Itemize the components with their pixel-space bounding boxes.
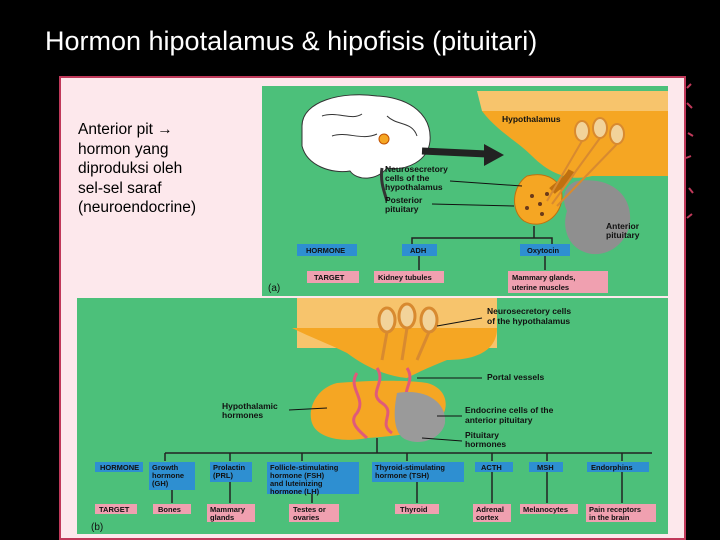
- hormone-gh-2: hormone: [152, 471, 185, 480]
- label-hypo-2: hormones: [222, 410, 264, 420]
- hormone-oxytocin: Oxytocin: [527, 246, 560, 255]
- label-anterior-1: Anterior: [606, 221, 640, 231]
- hormone-tsh-1: Thyroid-stimulating: [375, 463, 445, 472]
- target-header-label: TARGET: [99, 505, 130, 514]
- hormone-header-label: HORMONE: [306, 246, 346, 255]
- hormone-header-label: HORMONE: [100, 463, 140, 472]
- pointer-arrow: [422, 151, 487, 154]
- label-neurosecretory-1: Neurosecretory: [385, 164, 448, 174]
- panel-b-letter: (b): [91, 522, 104, 533]
- target-mammary-2: glands: [210, 513, 235, 522]
- label-hypo-1: Hypothalamic: [222, 401, 278, 411]
- note-line: Anterior pit →: [78, 121, 173, 138]
- target-adrenal-1: Adrenal: [476, 505, 504, 514]
- diagram-panel-b: [77, 298, 668, 534]
- note-line: (neuroendocrine): [78, 199, 197, 216]
- note-line: diproduksi oleh: [78, 160, 183, 177]
- label-neurosecretory-2: cells of the: [385, 173, 430, 183]
- hormone-gh-1: Growth: [152, 463, 179, 472]
- hormone-tsh-2: hormone (TSH): [375, 471, 430, 480]
- target-pain-1: Pain receptors: [589, 505, 642, 514]
- target-mammary-1: Mammary: [210, 505, 246, 514]
- label-endo-2: anterior pituitary: [465, 415, 533, 425]
- slide-title: Hormon hipotalamus & hipofisis (pituitari): [45, 26, 538, 56]
- decorative-side-marks: [683, 78, 705, 238]
- hormone-prl-2: (PRL): [213, 471, 233, 480]
- hormone-msh: MSH: [537, 463, 554, 472]
- hormone-gh-3: (GH): [152, 479, 169, 488]
- label-hypothalamus: Hypothalamus: [502, 114, 561, 124]
- target-gonads-1: Testes or: [293, 505, 326, 514]
- label-posterior-2: pituitary: [385, 204, 419, 214]
- hormone-fsh-1: Follicle-stimulating: [270, 463, 339, 472]
- target-mammary-2: uterine muscles: [512, 283, 570, 292]
- label-neuro-2: of the hypothalamus: [487, 316, 571, 326]
- hormone-prl-1: Prolactin: [213, 463, 246, 472]
- panel-a-letter: (a): [268, 283, 281, 294]
- hormone-endorphins: Endorphins: [591, 463, 633, 472]
- hormone-fsh-2: hormone (FSH): [270, 471, 325, 480]
- label-neuro-1: Neurosecretory cells: [487, 306, 572, 316]
- label-endo-1: Endocrine cells of the: [465, 405, 554, 415]
- target-header-label: TARGET: [314, 273, 345, 282]
- note-text: [78, 120, 196, 218]
- upper-brain-region: [477, 91, 668, 111]
- label-posterior-1: Posterior: [385, 195, 423, 205]
- label-pit-1: Pituitary: [465, 430, 500, 440]
- note-line: sel-sel saraf: [78, 179, 162, 197]
- note-line: hormon yang: [78, 140, 169, 158]
- target-gonads-2: ovaries: [293, 513, 320, 522]
- label-anterior-2: pituitary: [606, 230, 640, 240]
- diagram-panel-a: [262, 86, 668, 296]
- target-mammary-1: Mammary glands,: [512, 273, 576, 282]
- hormone-fsh-4: hormone (LH): [270, 487, 320, 496]
- label-portal: Portal vessels: [487, 372, 545, 382]
- target-thyroid: Thyroid: [400, 505, 428, 514]
- hormone-adh: ADH: [410, 246, 427, 255]
- target-adrenal-2: cortex: [476, 513, 499, 522]
- target-kidney: Kidney tubules: [378, 273, 432, 282]
- target-pain-2: in the brain: [589, 513, 630, 522]
- target-melanocytes: Melanocytes: [523, 505, 569, 514]
- hormone-acth: ACTH: [481, 463, 502, 472]
- label-pit-2: hormones: [465, 439, 507, 449]
- hormone-fsh-3: and luteinizing: [270, 479, 323, 488]
- hypothalamus-marker: [379, 134, 389, 144]
- label-neurosecretory-3: hypothalamus: [385, 182, 443, 192]
- target-bones: Bones: [158, 505, 181, 514]
